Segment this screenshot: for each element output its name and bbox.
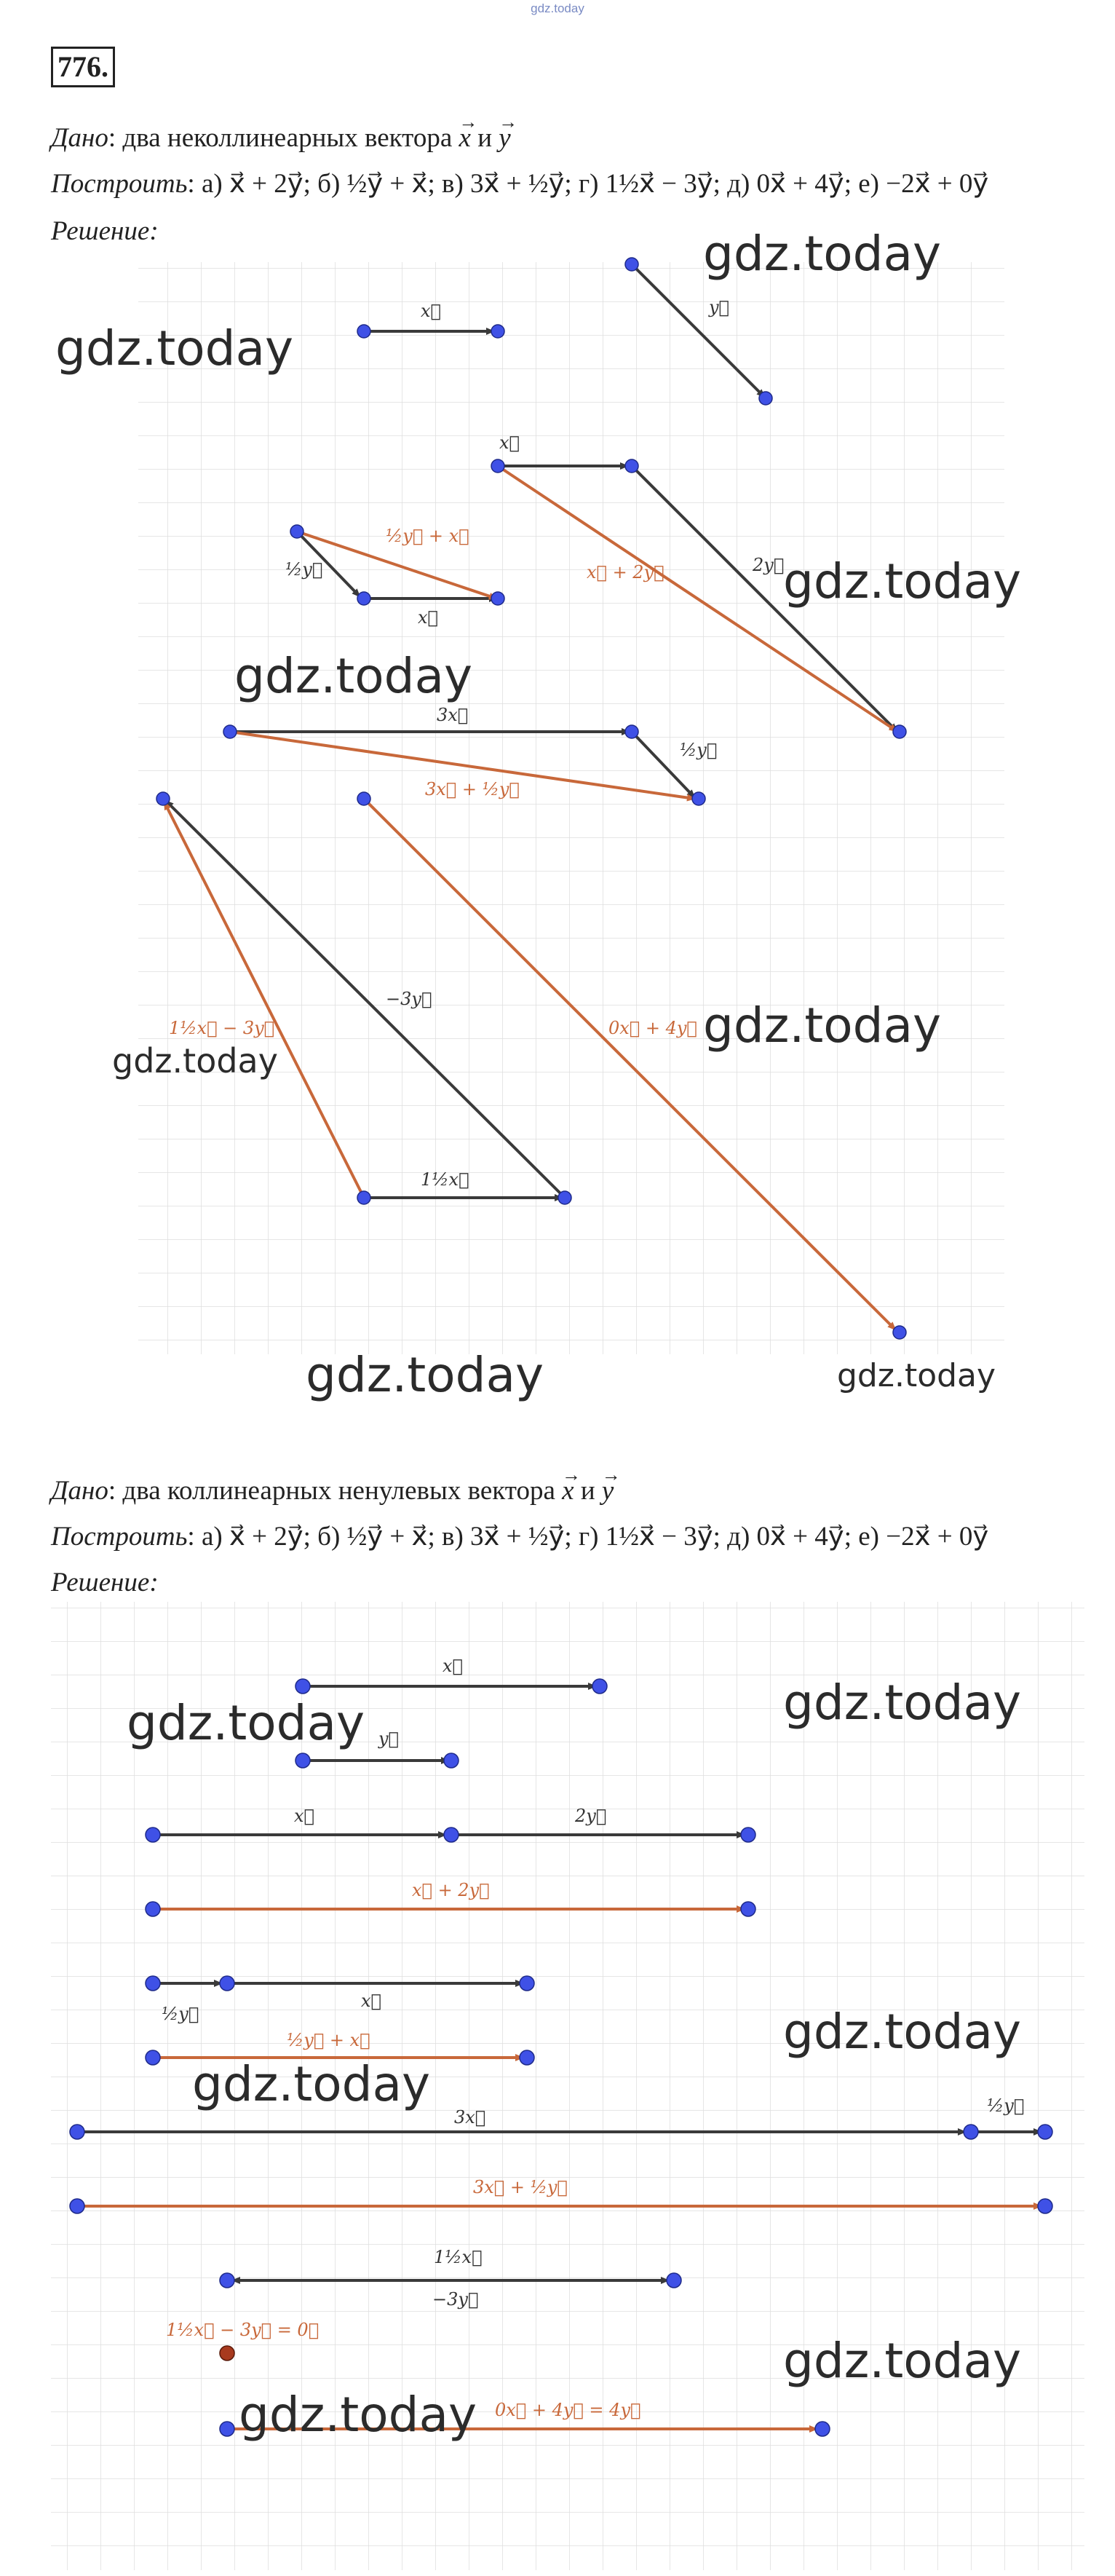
point: [741, 1828, 755, 1842]
point: [146, 1828, 160, 1842]
label2-x-plus-2y: x⃗ + 2y⃗: [412, 1880, 490, 1900]
point: [1038, 2199, 1052, 2213]
point: [759, 392, 772, 405]
vector-y-symbol: → y: [499, 123, 510, 153]
vector-y-symbol: → y: [602, 1476, 614, 1506]
point: [491, 459, 504, 473]
point: [146, 1976, 160, 1991]
point: [223, 725, 237, 738]
point: [520, 1976, 534, 1991]
label2-zero-result: 1½x⃗ − 3y⃗ = 0⃗: [166, 2320, 320, 2340]
point: [625, 459, 638, 473]
label-x-b: x⃗: [418, 607, 438, 628]
part2-given: [51, 1475, 614, 1506]
part2-build: [51, 1520, 988, 1552]
point: [558, 1191, 571, 1204]
given-text: : два коллинеарных ненулевых вектора: [108, 1476, 555, 1506]
point: [295, 1679, 310, 1694]
label2-y: y⃗: [378, 1728, 399, 1749]
label-one-half-x-minus-3y: 1½x⃗ − 3y⃗: [169, 1018, 275, 1038]
point: [357, 1191, 370, 1204]
label2-half-y-plus-x: ½y⃗ + x⃗: [287, 2030, 370, 2050]
and-word: и: [580, 1476, 595, 1506]
label-3x-plus-half-y: 3x⃗ + ½y⃗: [425, 779, 520, 799]
point: [964, 2125, 978, 2139]
watermark: gdz.today: [239, 2387, 477, 2443]
watermark: gdz.today: [234, 648, 473, 704]
watermark: gdz.today: [192, 2056, 431, 2112]
label-one-half-x: 1½x⃗: [421, 1169, 469, 1190]
point: [667, 2273, 681, 2288]
point: [146, 1902, 160, 1916]
point: [290, 525, 303, 538]
point: [357, 792, 370, 805]
label-x-plus-2y: x⃗ + 2y⃗: [587, 562, 664, 582]
build-text: : а) x⃗ + 2y⃗; б) ½y⃗ + x⃗; в) 3x⃗ + ½y⃗; г) 1½x⃗ − 3y⃗; д) 0x⃗ + 4y⃗; е) −2x⃗ + 0y⃗: [187, 1522, 989, 1552]
label-2y: 2y⃗: [753, 555, 785, 575]
watermark: gdz.today: [783, 553, 1022, 609]
label2-2y: 2y⃗: [575, 1806, 607, 1826]
problem-number: 776.: [51, 47, 115, 87]
part2-solution: [51, 1567, 159, 1598]
point: [444, 1753, 459, 1768]
watermark: gdz.today: [783, 2004, 1022, 2060]
zero-vector-point: [220, 2346, 234, 2360]
watermark: gdz.today: [783, 2333, 1022, 2389]
label-y: y⃗: [709, 297, 729, 317]
label2-3x-plus-half-y: 3x⃗ + ½y⃗: [473, 2177, 568, 2197]
point: [893, 725, 906, 738]
point: [220, 2273, 234, 2288]
vector-x-symbol: → x: [562, 1476, 574, 1506]
label-minus-3y: −3y⃗: [386, 989, 432, 1009]
label2-x-b: x⃗: [361, 1991, 381, 2011]
label-3x: 3x⃗: [437, 705, 469, 725]
site-watermark-top: gdz.today: [531, 1, 584, 15]
point: [625, 725, 638, 738]
label-0x-plus-4y: 0x⃗ + 4y⃗: [608, 1018, 697, 1038]
watermark: gdz.today: [783, 1675, 1022, 1731]
solution-label: Решение:: [51, 1568, 159, 1597]
label2-x-a: x⃗: [294, 1806, 314, 1826]
point: [220, 1976, 234, 1991]
label2-3x: 3x⃗: [454, 2107, 486, 2127]
grid-part1: [138, 262, 1004, 1354]
point: [1038, 2125, 1052, 2139]
watermark: gdz.today: [127, 1695, 365, 1751]
point: [592, 1679, 607, 1694]
point: [357, 592, 370, 605]
watermark: gdz.today: [703, 997, 942, 1054]
label2-one-half-x: 1½x⃗: [434, 2247, 483, 2267]
point: [295, 1753, 310, 1768]
point: [357, 325, 370, 338]
watermark: gdz.today: [306, 1347, 544, 1403]
watermark: gdz.today: [55, 320, 294, 376]
and-word: и: [477, 123, 493, 153]
solution-label: Решение:: [51, 216, 159, 246]
given-label: Дано: [51, 1476, 108, 1506]
label-x: x⃗: [421, 301, 441, 321]
point: [444, 1828, 459, 1842]
label-x-a: x⃗: [499, 432, 520, 453]
point: [893, 1326, 906, 1339]
watermark: gdz.today: [112, 1041, 278, 1080]
point: [692, 792, 705, 805]
point: [520, 2050, 534, 2065]
watermark: gdz.today: [703, 226, 942, 282]
label2-minus-3y: −3y⃗: [432, 2289, 479, 2310]
build-text: : а) x⃗ + 2y⃗; б) ½y⃗ + x⃗; в) 3x⃗ + ½y⃗; г) 1½x⃗ − 3y⃗; д) 0x⃗ + 4y⃗; е) −2x⃗ + 0y⃗: [187, 169, 989, 199]
label2-half-y-c: ½y⃗: [987, 2095, 1025, 2116]
vector-x-symbol: → x: [459, 123, 471, 153]
point: [625, 258, 638, 271]
point: [491, 325, 504, 338]
point: [156, 792, 170, 805]
point: [146, 2050, 160, 2065]
label2-half-y: ½y⃗: [162, 2004, 199, 2024]
label-half-y-plus-x: ½y⃗ + x⃗: [386, 526, 469, 546]
point: [70, 2199, 84, 2213]
point: [741, 1902, 755, 1916]
build-label: Построить: [51, 1522, 188, 1552]
point: [815, 2422, 830, 2436]
given-text: : два неколлинеарных вектора: [108, 123, 453, 153]
given-label: Дано: [51, 123, 108, 153]
build-label: Построить: [51, 169, 188, 199]
point: [491, 592, 504, 605]
watermark: gdz.today: [837, 1357, 996, 1394]
label-half-y-c: ½y⃗: [680, 740, 718, 760]
point: [70, 2125, 84, 2139]
label2-x: x⃗: [443, 1656, 463, 1676]
label-half-y: ½y⃗: [285, 559, 323, 580]
point: [220, 2422, 234, 2436]
label2-0x-plus-4y: 0x⃗ + 4y⃗ = 4y⃗: [495, 2400, 641, 2420]
